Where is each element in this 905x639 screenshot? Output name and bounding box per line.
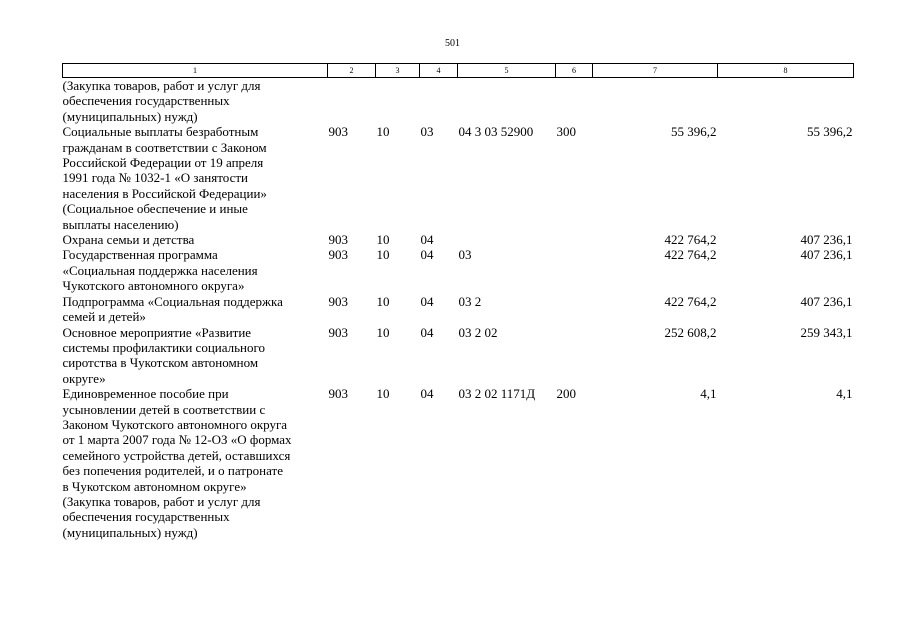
cell-col-8: 55 396,2 — [807, 124, 853, 140]
row-name-cell — [63, 294, 328, 325]
table-row — [63, 124, 854, 232]
cell-col-2: 903 — [328, 232, 348, 248]
cell-col-4: 04 — [420, 324, 434, 340]
row-name-cell — [63, 325, 328, 387]
cell-col-5: 03 2 02 — [458, 324, 498, 340]
cell-col-5: 04 3 03 52900 — [458, 124, 534, 140]
cell-col-5 — [458, 232, 556, 247]
table-row — [63, 247, 854, 293]
cell-col-8: 259 343,1 — [800, 324, 853, 340]
cell-col-5 — [458, 78, 556, 125]
column-header: 7 — [593, 64, 718, 78]
cell-col-2 — [328, 78, 376, 125]
cell-col-6: 200 — [556, 386, 576, 402]
cell-col-8 — [718, 78, 854, 125]
cell-col-4: 04 — [420, 232, 434, 248]
cell-col-6 — [556, 325, 593, 387]
cell-col-6 — [556, 232, 593, 247]
table-header-row — [63, 64, 854, 78]
row-name-cell — [63, 124, 328, 232]
cell-col-2: 903 — [328, 324, 348, 340]
cell-col-2: 903 — [328, 386, 348, 402]
cell-col-6 — [556, 78, 593, 125]
cell-col-2: 903 — [328, 247, 348, 263]
table-row — [63, 386, 854, 540]
cell-col-3 — [376, 78, 420, 125]
row-name: Государственная программа «Социальная поддержка населения Чукотского автономного округа» — [62, 247, 258, 294]
cell-col-3: 10 — [376, 293, 390, 309]
cell-col-4 — [420, 78, 458, 125]
column-header: 5 — [458, 64, 556, 78]
cell-col-4: 03 — [420, 124, 434, 140]
row-name: Основное мероприятие «Развитие системы профилактики социального сиротства в Чукотском автономном округе» — [62, 324, 266, 386]
row-name: Социальные выплаты безработным гражданам в соответствии с Законом Российской Федерации от 19 апреля 1991 года № 1032-1 «О занятости населения в Российской Федерации» (Социальное обеспечение и иные выплаты населению) — [62, 124, 267, 232]
row-name: (Закупка товаров, работ и услуг для обеспечения государственных (муниципальных) нужд) — [62, 78, 261, 124]
cell-col-5: 03 2 — [458, 293, 482, 309]
row-name-cell — [63, 232, 328, 247]
cell-col-4: 04 — [420, 386, 434, 402]
row-name-cell — [63, 386, 328, 540]
row-name: Единовременное пособие при усыновлении детей в соответствии с Законом Чукотского автономного округа от 1 марта 2007 года № 12-ОЗ «О формах семейного устройства детей, оставшихся без попечения родителей, и о патронате в Чукотском автономном округе» (Закупка товаров, работ и услуг для обеспечения государственных (муниципальных) нужд) — [62, 386, 292, 540]
cell-col-8: 407 236,1 — [800, 232, 853, 248]
cell-col-3: 10 — [376, 324, 390, 340]
table-row — [63, 294, 854, 325]
cell-col-8: 4,1 — [836, 386, 853, 402]
table-row — [63, 78, 854, 125]
cell-col-7: 252 608,2 — [664, 324, 717, 340]
cell-col-2: 903 — [328, 293, 348, 309]
cell-col-4: 04 — [420, 293, 434, 309]
cell-col-3: 10 — [376, 124, 390, 140]
cell-col-5: 03 2 02 1171Д — [458, 386, 536, 402]
cell-col-7: 422 764,2 — [664, 232, 717, 248]
cell-col-3: 10 — [376, 247, 390, 263]
budget-table — [62, 63, 854, 540]
cell-col-7: 4,1 — [700, 386, 717, 402]
cell-col-5: 03 — [458, 247, 472, 263]
row-name-cell — [63, 78, 328, 125]
cell-col-7 — [593, 78, 718, 125]
cell-col-3: 10 — [376, 386, 390, 402]
cell-col-3: 10 — [376, 232, 390, 248]
table-row — [63, 232, 854, 247]
cell-col-8: 407 236,1 — [800, 247, 853, 263]
column-header: 6 — [556, 64, 593, 78]
cell-col-2: 903 — [328, 124, 348, 140]
column-header: 3 — [376, 64, 420, 78]
cell-col-6 — [556, 294, 593, 325]
cell-col-6 — [556, 247, 593, 293]
page-number: 501 — [445, 38, 460, 49]
column-header: 2 — [328, 64, 376, 78]
column-header: 4 — [420, 64, 458, 78]
cell-col-6: 300 — [556, 124, 576, 140]
column-header: 1 — [63, 64, 328, 78]
row-name: Подпрограмма «Социальная поддержка семей и детей» — [62, 293, 283, 325]
table-body — [63, 78, 854, 541]
row-name-cell — [63, 247, 328, 293]
column-header: 8 — [718, 64, 854, 78]
cell-col-8: 407 236,1 — [800, 293, 853, 309]
cell-col-4: 04 — [420, 247, 434, 263]
cell-col-7: 55 396,2 — [671, 124, 717, 140]
row-name: Охрана семьи и детства — [62, 232, 195, 248]
cell-col-7: 422 764,2 — [664, 293, 717, 309]
cell-col-7: 422 764,2 — [664, 247, 717, 263]
table-row — [63, 325, 854, 387]
